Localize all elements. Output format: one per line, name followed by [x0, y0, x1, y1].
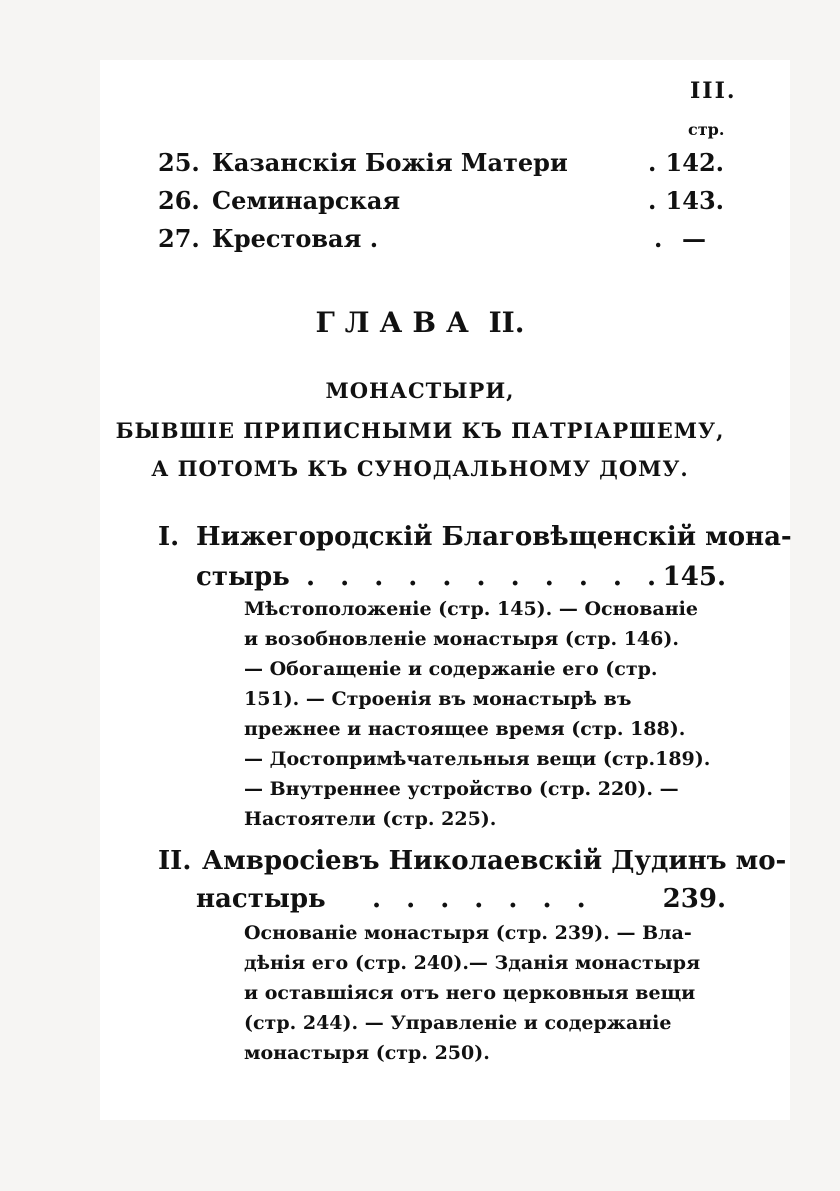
chapter-subtitle-line: А ПОТОМЪ КЪ СУНОДАЛЬНОМУ ДОМУ. — [151, 456, 689, 481]
entry-title-continuation: стырь — [196, 562, 290, 592]
toc-page: — — [682, 224, 706, 253]
toc-page: 143. — [665, 186, 724, 215]
toc-title: Крестовая . — [212, 224, 379, 253]
toc-row — [158, 148, 724, 182]
entry-leader-line — [196, 884, 726, 922]
description-line: Основаніе монастыря (стр. 239). — Вла- — [244, 922, 692, 944]
description-line: — Внутреннее устройство (стр. 220). — — [244, 778, 679, 800]
description-line: прежнее и настоящее время (стр. 188). — [244, 718, 686, 740]
toc-number: 25. — [158, 148, 200, 177]
description-line: монастыря (стр. 250). — [244, 1042, 490, 1064]
entry-heading — [158, 522, 792, 560]
entry-description — [244, 918, 701, 1068]
entry-page: 145. — [662, 562, 726, 592]
toc-row — [158, 186, 724, 220]
entry-roman-numeral: II. — [158, 846, 192, 876]
chapter-subtitle-line: МОНАСТЫРИ, — [325, 378, 515, 403]
entry-heading — [158, 846, 787, 884]
entry-title: Амвросіевъ Николаевскій Дудинъ мо- — [202, 846, 787, 876]
entry-title-continuation: настырь — [196, 884, 326, 914]
description-line: и оставшіяся отъ него церковныя вещи — [244, 982, 696, 1004]
toc-number: 27. — [158, 224, 200, 253]
entry-title: Нижегородскій Благовѣщенскій мона- — [196, 522, 792, 552]
toc-title: Казанскія Божія Матери — [212, 148, 568, 177]
description-line: и возобновленіе монастыря (стр. 146). — [244, 628, 679, 650]
toc-page: 142. — [665, 148, 724, 177]
entry-description — [244, 594, 711, 834]
entry-roman-numeral: I. — [158, 522, 180, 552]
description-line: — Обогащеніе и содержаніе его (стр. — [244, 658, 658, 680]
toc-row — [158, 224, 724, 258]
toc-title: Семинарская — [212, 186, 401, 215]
description-line: (стр. 244). — Управленіе и содержаніе — [244, 1012, 672, 1034]
chapter-heading — [0, 306, 840, 339]
entry-leader-dots: . . . . . . . . . . . — [306, 562, 665, 592]
entry-page: 239. — [662, 884, 726, 914]
toc-leader: . — [648, 148, 657, 177]
toc-leader: . — [648, 186, 657, 215]
description-line: дѣнія его (стр. 240).— Зданія монастыря — [244, 952, 701, 974]
chapter-label: ГЛАВА — [315, 306, 479, 339]
description-line: Мѣстоположеніе (стр. 145). — Основаніе — [244, 598, 698, 620]
description-line: Настоятели (стр. 225). — [244, 808, 497, 830]
page-number-roman: III. — [690, 78, 737, 104]
toc-leader: . — [654, 224, 663, 253]
chapter-subtitle-line: БЫВШІЕ ПРИПИСНЫМИ КЪ ПАТРІАРШЕМУ, — [115, 418, 725, 443]
chapter-number: II. — [488, 306, 525, 339]
column-label-pages: стр. — [688, 120, 725, 139]
toc-number: 26. — [158, 186, 200, 215]
description-line: — Достопримѣчательныя вещи (стр.189). — [244, 748, 711, 770]
description-line: 151). — Строенія въ монастырѣ въ — [244, 688, 632, 710]
entry-leader-dots: . . . . . . . — [372, 884, 594, 914]
